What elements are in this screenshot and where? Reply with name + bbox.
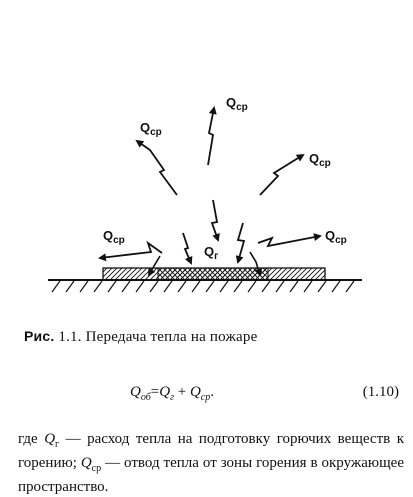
body-paragraph: где $Q_г$ — расход тепла на подготовку горючих веществ к горению; $Q_{ср}$ — отвод тепла от зоны горения в окружающее пространство.	[18, 431, 404, 495]
heat-flux-arrow-upper-left	[137, 141, 177, 195]
ground-hatch	[52, 281, 354, 292]
caption-number: 1.1.	[58, 329, 82, 345]
equation	[0, 384, 413, 408]
equation-expression: $Q_{об}=Q_г + Q_{ср}$.	[130, 384, 214, 403]
heat-flux-arrow-upper-right	[260, 155, 303, 195]
heat-flux-arrow-top	[208, 108, 214, 165]
label-qsr-upper-left: $Q_{ср}$	[140, 120, 162, 138]
label-qsr-upper-right: $Q_{ср}$	[309, 151, 331, 169]
label-qsr-right: $Q_{ср}$	[325, 228, 347, 246]
figure-caption	[24, 328, 404, 346]
label-qsr-top: $Q_{ср}$	[226, 95, 248, 113]
heat-flux-arrow-right	[258, 236, 320, 246]
heat-flux-arrow-left	[100, 243, 162, 258]
heat-return-arrow-right	[238, 223, 244, 262]
heat-return-arrow-center	[212, 200, 218, 240]
equation-number: (1.10)	[362, 384, 399, 400]
heat-return-arrow-left	[183, 233, 191, 263]
combustion-zone	[158, 268, 268, 280]
caption-text: Передача тепла на пожаре	[85, 329, 258, 345]
caption-prefix: Рис.	[24, 328, 55, 344]
label-qg: $Q_г$	[204, 244, 219, 262]
label-qsr-left: $Q_{ср}$	[103, 228, 125, 246]
